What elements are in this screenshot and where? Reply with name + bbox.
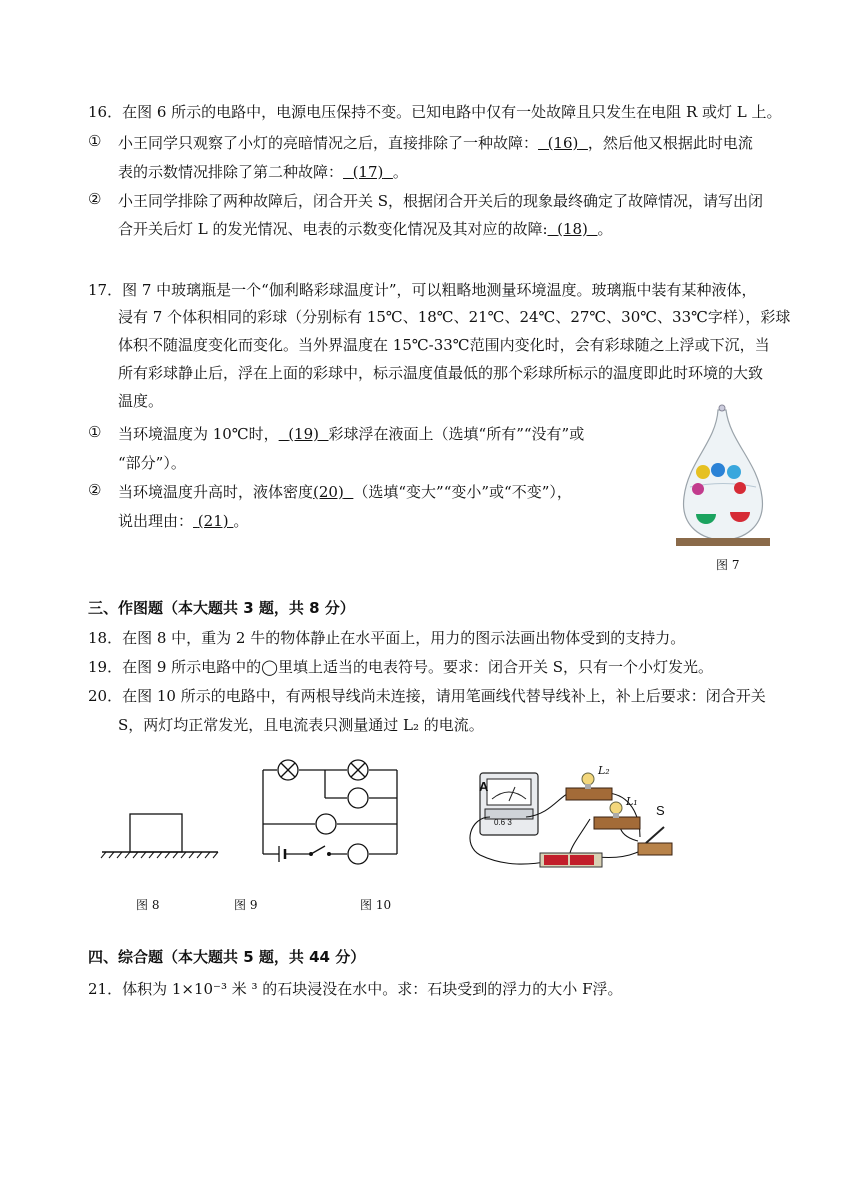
blank-20[interactable]: (20) bbox=[313, 483, 344, 501]
q17-line2: 浸有 7 个体积相同的彩球（分别标有 15℃、18℃、21℃、24℃、27℃、30℃、33℃字样），彩球 bbox=[118, 308, 791, 326]
figure-9-circuit bbox=[255, 758, 405, 868]
q17-sub1-line2: “部分”）。 bbox=[118, 454, 186, 472]
figure-9-caption: 图 9 bbox=[234, 898, 258, 912]
q16-stem: 16．在图 6 所示的电路中，电源电压保持不变。已知电路中仅有一处故障且只发生在电阻 R 或灯 L 上。 bbox=[88, 103, 782, 121]
lamp-l1-label: L₁ bbox=[626, 795, 638, 808]
blank-21[interactable]: (21) bbox=[197, 512, 229, 530]
section-4-title: 四、综合题（本大题共 5 题，共 44 分） bbox=[88, 948, 366, 966]
q17-line4: 所有彩球静止后，浮在上面的彩球中，标示温度值最低的那个彩球所标示的温度即此时环境的大致 bbox=[118, 364, 764, 382]
q17-sub1-line1: 当环境温度为 10℃时， (19) 彩球浮在液面上（选填“所有”“没有”或 bbox=[118, 425, 585, 443]
q20-line2: S，两灯均正常发光，且电流表只测量通过 L₂ 的电流。 bbox=[118, 716, 484, 734]
lamp-l2-label: L₂ bbox=[598, 764, 610, 777]
ammeter-label: A bbox=[479, 779, 489, 794]
figure-10-circuit bbox=[460, 755, 680, 880]
q17-line1: 17．图 7 中玻璃瓶是一个“伽利略彩球温度计”，可以粗略地测量环境温度。玻璃瓶中装有某种液体， bbox=[88, 281, 757, 299]
q17-sub2-line1: 当环境温度升高时，液体密度(20) （选填“变大”“变小”或“不变”）， bbox=[118, 483, 572, 501]
figure-8-caption: 图 8 bbox=[136, 898, 160, 912]
q16-part2-line2: 合开关后灯 L 的发光情况、电表的示数变化情况及其对应的故障: (18) 。 bbox=[118, 220, 613, 238]
q20-line1: 20．在图 10 所示的电路中，有两根导线尚未连接，请用笔画线代替导线补上，补上后要求：闭合开关 bbox=[88, 687, 766, 705]
q18-text: 18．在图 8 中，重为 2 牛的物体静止在水平面上，用力的图示法画出物体受到的支持力。 bbox=[88, 629, 686, 647]
blank-19[interactable]: (19) bbox=[288, 425, 319, 443]
q17-sub2-number: ② bbox=[88, 481, 102, 499]
ammeter-scale: 0.6 3 bbox=[494, 818, 512, 827]
q21-text: 21．体积为 1×10⁻³ 米 ³ 的石块浸没在水中。求：石块受到的浮力的大小 F浮。 bbox=[88, 980, 623, 998]
q16-part1-line1: 小王同学只观察了小灯的亮暗情况之后，直接排除了一种故障： (16) ，然后他又根据此时电流 bbox=[118, 134, 753, 152]
figure-8-block-diagram bbox=[100, 808, 225, 863]
q17-sub2-line2: 说出理由： (21) 。 bbox=[118, 512, 249, 530]
q19-text: 19．在图 9 所示电路中的◯里填上适当的电表符号。要求：闭合开关 S，只有一个小灯发光。 bbox=[88, 658, 714, 676]
q17-line5: 温度。 bbox=[118, 392, 164, 410]
q16-part2-number: ② bbox=[88, 190, 102, 208]
figure-7-caption: 图 7 bbox=[716, 558, 740, 572]
galileo-thermometer-figure bbox=[668, 402, 778, 552]
q16-part1-number: ① bbox=[88, 132, 102, 150]
blank-17[interactable]: (17) bbox=[352, 163, 384, 181]
q16-part1-line2: 表的示数情况排除了第二种故障： (17) 。 bbox=[118, 163, 408, 181]
q16-part2-line1: 小王同学排除了两种故障后，闭合开关 S，根据闭合开关后的现象最终确定了故障情况，请写出闭 bbox=[118, 192, 764, 210]
q17-line3: 体积不随温度变化而变化。当外界温度在 15℃-33℃范围内变化时，会有彩球随之上浮或下沉，当 bbox=[118, 336, 770, 354]
figure-10-caption: 图 10 bbox=[360, 898, 392, 912]
section-3-title: 三、作图题（本大题共 3 题，共 8 分） bbox=[88, 599, 355, 617]
q17-sub1-number: ① bbox=[88, 423, 102, 441]
blank-18[interactable]: (18) bbox=[557, 220, 588, 238]
blank-16[interactable]: (16) bbox=[547, 134, 579, 152]
switch-label: S bbox=[656, 803, 665, 818]
